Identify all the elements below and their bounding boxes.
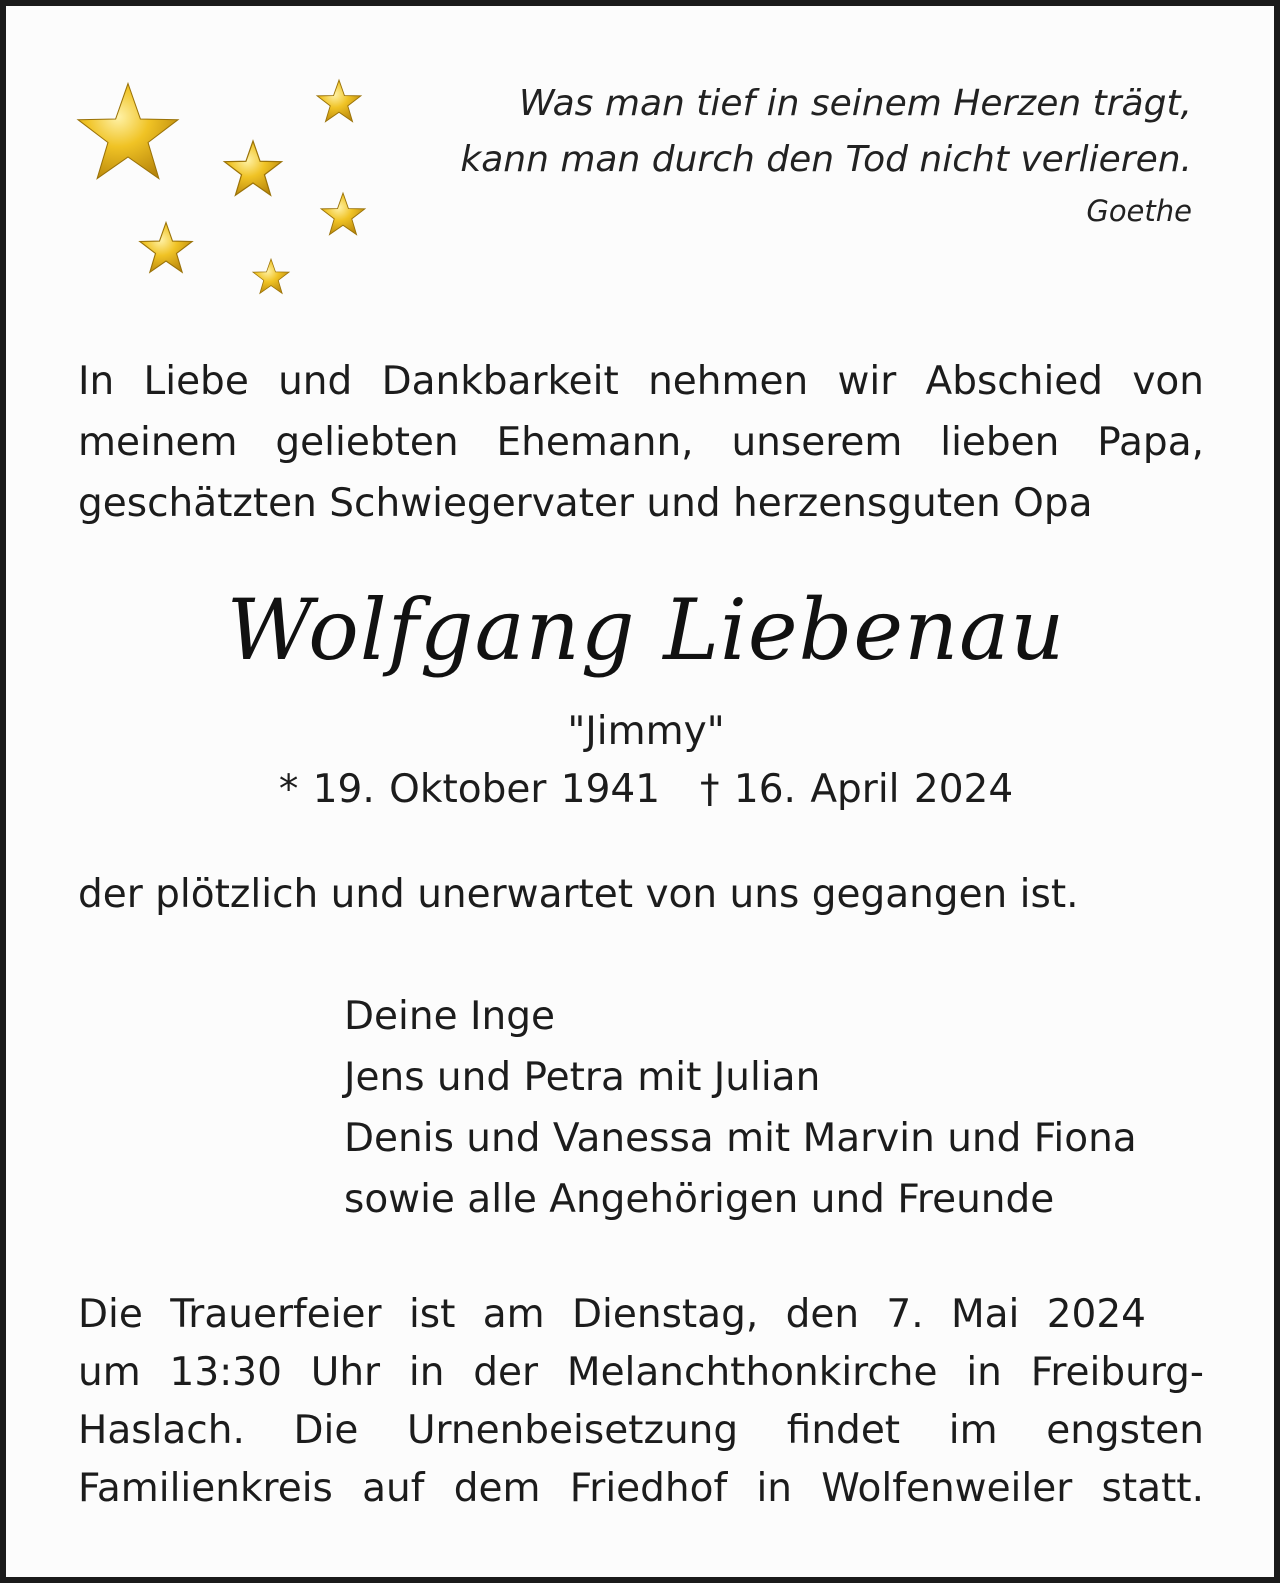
mourner-line: Deine Inge bbox=[344, 994, 555, 1039]
ceremony-info bbox=[78, 1286, 1204, 1518]
star-icon bbox=[140, 223, 192, 273]
intro-text bbox=[78, 351, 1204, 534]
star-icon bbox=[253, 259, 289, 293]
life-dates bbox=[6, 767, 1280, 812]
mourner-line: Jens und Petra mit Julian bbox=[344, 1055, 821, 1100]
intro-line: In Liebe und Dankbarkeit nehmen wir Abschied von bbox=[78, 359, 1204, 404]
deceased-name: Wolfgang Liebenau bbox=[226, 581, 1066, 679]
memorial-quote bbox=[352, 76, 1192, 188]
star-icon bbox=[224, 141, 281, 195]
ceremony-line: um 13:30 Uhr in der Melanchthonkirche in Freiburg- bbox=[78, 1350, 1204, 1395]
mourners-list bbox=[344, 986, 1137, 1230]
passing-text: der plötzlich und unerwartet von uns gegangen ist. bbox=[78, 872, 1079, 917]
star-icon bbox=[78, 84, 178, 179]
ceremony-line: Familienkreis auf dem Friedhof in Wolfenweiler statt. bbox=[78, 1466, 1204, 1511]
quote-author: Goethe bbox=[1086, 194, 1192, 228]
mourner-line: sowie alle Angehörigen und Freunde bbox=[344, 1177, 1055, 1222]
quote-line: Was man tief in seinem Herzen trägt, bbox=[518, 83, 1192, 124]
star-icon bbox=[321, 193, 365, 235]
ceremony-line: Haslach. Die Urnenbeisetzung findet im engsten bbox=[78, 1408, 1204, 1453]
intro-line: meinem geliebten Ehemann, unserem lieben Papa, bbox=[78, 420, 1204, 465]
mourner-line: Denis und Vanessa mit Marvin und Fiona bbox=[344, 1116, 1137, 1161]
death-date: † 16. April 2024 bbox=[700, 767, 1014, 812]
ceremony-line: Die Trauerfeier ist am Dienstag, den 7. Mai 2024 bbox=[78, 1292, 1146, 1337]
quote-line: kann man durch den Tod nicht verlieren. bbox=[460, 139, 1192, 180]
birth-date: * 19. Oktober 1941 bbox=[278, 767, 661, 812]
stars-decoration bbox=[66, 66, 386, 306]
intro-line: geschätzten Schwiegervater und herzensguten Opa bbox=[78, 481, 1093, 526]
deceased-nickname: "Jimmy" bbox=[567, 709, 725, 754]
